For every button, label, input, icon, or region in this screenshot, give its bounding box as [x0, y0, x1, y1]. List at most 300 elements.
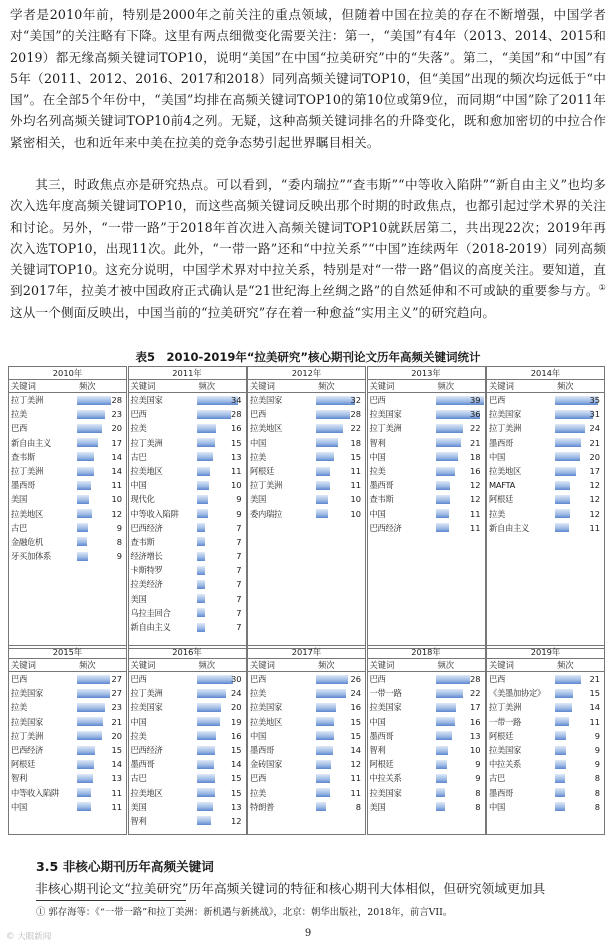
- keyword-row: [248, 478, 365, 492]
- freq-value: 24: [589, 423, 600, 434]
- keyword-row: [487, 800, 604, 814]
- freq-bar: [436, 495, 451, 504]
- freq-bar: [555, 774, 565, 783]
- keyword-cell: 巴西: [489, 674, 505, 684]
- freq-bar: [436, 523, 450, 532]
- freq-bar: [197, 594, 206, 603]
- keyword-row: [9, 421, 126, 435]
- column-header: [368, 380, 485, 393]
- keyword-row: [487, 464, 604, 478]
- keyword-row: [248, 393, 365, 407]
- keyword-row: [9, 672, 126, 686]
- freq-bar: [197, 623, 206, 632]
- keyword-cell: 拉美地区: [130, 787, 163, 798]
- freq-value: 8: [355, 801, 361, 812]
- keyword-row: [487, 757, 604, 771]
- freq-value: 31: [589, 409, 600, 420]
- freq-value: 14: [589, 702, 600, 713]
- freq-value: 12: [469, 494, 481, 505]
- keyword-cell: 美国: [130, 801, 147, 812]
- keyword-row: [487, 492, 604, 506]
- freq-bar: [77, 481, 91, 490]
- keyword-row: [9, 743, 126, 757]
- keyword-cell: 中国: [369, 451, 386, 462]
- freq-value: 10: [230, 480, 242, 491]
- freq-value: 11: [111, 480, 122, 491]
- year-label: 2018年: [368, 646, 485, 659]
- keyword-row: [129, 743, 246, 757]
- keyword-cell: 中等收入陷阱: [130, 508, 179, 519]
- freq-value: 10: [111, 494, 122, 505]
- freq-value: 11: [111, 787, 122, 798]
- keyword-cell: 巴西经济: [130, 744, 163, 755]
- keyword-cell: 中拉关系: [489, 759, 521, 770]
- freq-value: 14: [111, 759, 122, 770]
- keyword-cell: 阿根廷: [250, 465, 274, 476]
- freq-bar: [316, 481, 330, 490]
- freq-value: 17: [469, 702, 481, 713]
- freq-bar: [436, 717, 456, 726]
- keyword-row: [368, 686, 485, 700]
- freq-value: 35: [589, 395, 600, 405]
- freq-bar: [316, 410, 350, 419]
- keyword-row: [487, 507, 604, 521]
- keyword-cell: 拉美地区: [11, 508, 43, 519]
- keyword-row: [9, 786, 126, 800]
- year-block-2012: [247, 366, 366, 649]
- year-block-2018: [367, 645, 486, 835]
- keyword-row: [129, 729, 246, 743]
- freq-value: 15: [230, 773, 242, 784]
- keyword-cell: 现代化: [130, 494, 155, 505]
- freq-value: 11: [589, 522, 600, 533]
- freq-value: 9: [236, 494, 242, 505]
- freq-header: 频次: [79, 660, 96, 670]
- freq-bar: [77, 731, 102, 740]
- keyword-row: [248, 672, 365, 686]
- freq-bar: [197, 410, 231, 419]
- keyword-row: [368, 729, 485, 743]
- keyword-cell: 金融危机: [11, 536, 43, 547]
- keyword-row: [487, 715, 604, 729]
- keyword-row: [368, 421, 485, 435]
- freq-bar: [197, 675, 234, 684]
- keyword-row: [248, 436, 365, 450]
- column-header: [9, 380, 126, 393]
- freq-bar: [77, 410, 105, 419]
- freq-value: 20: [111, 423, 122, 434]
- freq-bar: [436, 481, 451, 490]
- freq-value: 15: [230, 437, 242, 448]
- keyword-row: [9, 393, 126, 407]
- keyword-cell: 智利: [130, 815, 147, 826]
- keyword-cell: 拉美: [369, 465, 386, 476]
- keyword-row: [9, 715, 126, 729]
- keyword-row: [129, 771, 246, 785]
- freq-value: 16: [230, 423, 242, 434]
- keyword-row: [368, 700, 485, 714]
- freq-value: 26: [350, 674, 361, 684]
- keyword-cell: 墨西哥: [11, 480, 35, 491]
- keyword-row: [129, 757, 246, 771]
- freq-bar: [77, 467, 94, 476]
- freq-value: 11: [350, 787, 361, 798]
- keyword-row: [248, 715, 365, 729]
- keyword-cell: 牙买加体系: [11, 551, 51, 562]
- freq-value: 28: [469, 674, 481, 684]
- keyword-cell: 中国: [489, 801, 505, 812]
- keyword-row: [487, 407, 604, 421]
- keyword-row: [129, 393, 246, 407]
- keyword-row: [368, 492, 485, 506]
- body-paragraph-2: [10, 174, 606, 323]
- keyword-cell: 美国: [369, 801, 386, 812]
- keyword-cell: 拉美国家: [369, 787, 402, 798]
- keyword-cell: 拉美: [130, 423, 147, 434]
- freq-bar: [77, 552, 88, 561]
- freq-value: 18: [350, 437, 361, 448]
- freq-value: 11: [589, 716, 600, 727]
- freq-value: 11: [469, 508, 481, 519]
- freq-bar: [316, 731, 334, 740]
- keyword-cell: 拉丁美洲: [130, 437, 163, 448]
- keyword-cell: 巴西经济: [11, 744, 43, 755]
- freq-value: 36: [469, 409, 481, 420]
- keyword-cell: 拉美地区: [489, 465, 521, 476]
- keyword-cell: 古巴: [130, 451, 147, 462]
- freq-value: 21: [589, 437, 600, 448]
- keyword-cell: 墨西哥: [489, 437, 513, 448]
- freq-bar: [555, 802, 565, 811]
- freq-bar: [77, 717, 103, 726]
- freq-value: 9: [594, 744, 600, 755]
- keyword-row: [129, 686, 246, 700]
- freq-value: 21: [469, 437, 481, 448]
- freq-value: 9: [236, 508, 242, 519]
- column-header: [487, 380, 604, 393]
- freq-bar: [555, 424, 585, 433]
- keyword-header: 关键词: [489, 660, 514, 670]
- keyword-row: [129, 535, 246, 549]
- freq-bar: [436, 703, 457, 712]
- keyword-cell: 新自由主义: [130, 622, 171, 632]
- freq-bar: [436, 509, 450, 518]
- freq-bar: [197, 802, 213, 811]
- keyword-cell: 拉丁美洲: [11, 395, 43, 405]
- freq-bar: [555, 438, 581, 447]
- freq-value: 16: [469, 716, 481, 727]
- keyword-row: [9, 436, 126, 450]
- keyword-cell: 巴西: [489, 395, 505, 405]
- keyword-cell: 巴西: [250, 674, 266, 684]
- keyword-row: [248, 786, 365, 800]
- freq-value: 15: [350, 730, 361, 741]
- keyword-row: [129, 478, 246, 492]
- keyword-cell: 中国: [130, 716, 147, 727]
- freq-header: 频次: [557, 381, 574, 391]
- keyword-cell: 卡斯特罗: [130, 565, 163, 576]
- freq-bar: [316, 774, 330, 783]
- freq-bar: [77, 537, 87, 546]
- keyword-row: [487, 521, 604, 535]
- freq-value: 8: [594, 801, 600, 812]
- year-block-2010: [8, 366, 127, 649]
- keyword-row: [248, 729, 365, 743]
- freq-value: 16: [230, 730, 242, 741]
- keyword-cell: 新自由主义: [489, 522, 529, 533]
- freq-bar: [316, 495, 328, 504]
- freq-bar: [436, 731, 452, 740]
- freq-header: 频次: [198, 381, 216, 391]
- freq-value: 16: [350, 702, 361, 713]
- footnote: ① 郭存海等：《“一带一路”和拉丁美洲：新机遇与新挑战》，北京：朝华出版社，2018年，前言VII。: [36, 907, 453, 918]
- freq-bar: [555, 788, 565, 797]
- keyword-cell: 墨西哥: [489, 787, 513, 798]
- freq-bar: [555, 410, 593, 419]
- keyword-cell: MAFTA: [489, 480, 516, 491]
- freq-value: 9: [116, 551, 122, 562]
- freq-value: 8: [116, 536, 122, 547]
- column-header: [368, 659, 485, 672]
- keyword-row: [248, 421, 365, 435]
- freq-bar: [436, 438, 462, 447]
- freq-value: 12: [230, 815, 242, 826]
- freq-bar: [77, 746, 95, 755]
- keyword-row: [9, 521, 126, 535]
- keyword-row: [487, 771, 604, 785]
- keyword-cell: 巴西经济: [130, 522, 163, 533]
- keyword-cell: 一带一路: [489, 716, 521, 727]
- keyword-row: [129, 492, 246, 506]
- freq-bar: [436, 774, 447, 783]
- freq-bar: [197, 580, 206, 589]
- freq-bar: [555, 523, 569, 532]
- year-label: 2017年: [248, 646, 365, 659]
- keyword-row: [248, 507, 365, 521]
- keyword-row: [9, 700, 126, 714]
- keyword-cell: 查韦斯: [11, 451, 35, 462]
- column-header: [9, 659, 126, 672]
- freq-bar: [77, 438, 98, 447]
- freq-bar: [197, 746, 215, 755]
- year-block-2016: [128, 645, 247, 835]
- freq-value: 18: [469, 451, 481, 462]
- keyword-cell: 古巴: [130, 773, 147, 784]
- freq-bar: [316, 467, 330, 476]
- keyword-cell: 拉丁美洲: [130, 688, 163, 699]
- keyword-cell: 拉美: [11, 702, 27, 713]
- keyword-cell: 智利: [369, 744, 386, 755]
- freq-bar: [316, 802, 326, 811]
- freq-bar: [436, 760, 447, 769]
- freq-bar: [197, 438, 215, 447]
- keyword-cell: 巴西: [250, 409, 266, 420]
- freq-value: 19: [230, 716, 242, 727]
- keyword-cell: 阿根廷: [11, 759, 35, 770]
- freq-bar: [77, 788, 91, 797]
- keyword-cell: 美国: [130, 593, 147, 604]
- freq-value: 9: [594, 730, 600, 741]
- keyword-cell: 《美墨加协定》: [489, 688, 545, 699]
- keyword-cell: 中国: [369, 716, 386, 727]
- freq-bar: [197, 566, 206, 575]
- freq-value: 27: [111, 674, 122, 684]
- keyword-row: [129, 606, 246, 620]
- keyword-cell: 美国: [11, 494, 27, 505]
- keyword-row: [368, 507, 485, 521]
- keyword-cell: 特朗普: [250, 801, 274, 812]
- keyword-row: [368, 786, 485, 800]
- freq-bar: [197, 689, 227, 698]
- keyword-cell: 中国: [369, 508, 386, 519]
- keyword-row: [129, 507, 246, 521]
- keyword-row: [129, 715, 246, 729]
- keyword-row: [9, 535, 126, 549]
- keyword-row: [487, 672, 604, 686]
- freq-value: 13: [111, 773, 122, 784]
- keyword-cell: 中国: [250, 437, 266, 448]
- freq-bar: [197, 552, 206, 561]
- keyword-header: 关键词: [130, 381, 156, 391]
- keyword-cell: 中等收入陷阱: [11, 787, 59, 798]
- keyword-cell: 中国: [130, 480, 147, 491]
- freq-value: 7: [236, 593, 242, 604]
- keyword-cell: 拉美国家: [250, 395, 282, 405]
- keyword-row: [9, 407, 126, 421]
- keyword-cell: 巴西: [130, 409, 147, 420]
- freq-value: 15: [350, 716, 361, 727]
- keyword-cell: 拉美: [250, 451, 266, 462]
- freq-bar: [316, 438, 338, 447]
- freq-bar: [77, 774, 93, 783]
- freq-value: 21: [111, 716, 122, 727]
- freq-bar: [197, 816, 212, 825]
- freq-value: 7: [236, 522, 242, 533]
- freq-header: 频次: [318, 660, 335, 670]
- keyword-row: [129, 549, 246, 563]
- freq-bar: [77, 802, 91, 811]
- keyword-header: 关键词: [11, 381, 36, 391]
- keyword-row: [248, 771, 365, 785]
- freq-value: 28: [111, 395, 122, 405]
- keyword-row: [129, 814, 246, 828]
- keyword-cell: 经济增长: [130, 551, 163, 562]
- keyword-row: [368, 393, 485, 407]
- freq-value: 11: [350, 773, 361, 784]
- freq-value: 20: [111, 730, 122, 741]
- keyword-cell: 中国: [11, 801, 27, 812]
- keyword-row: [129, 436, 246, 450]
- freq-bar: [77, 703, 105, 712]
- keyword-row: [9, 478, 126, 492]
- freq-bar: [77, 523, 88, 532]
- freq-bar: [555, 731, 566, 740]
- column-header: [248, 380, 365, 393]
- keyword-header: 关键词: [369, 381, 395, 391]
- footnote-marker: ①: [598, 283, 606, 293]
- freq-bar: [555, 746, 566, 755]
- freq-value: 7: [236, 607, 242, 618]
- keyword-row: [9, 507, 126, 521]
- keyword-cell: 查韦斯: [130, 536, 155, 547]
- freq-bar: [555, 467, 576, 476]
- year-block-2017: [247, 645, 366, 835]
- keyword-row: [129, 577, 246, 591]
- freq-value: 9: [475, 759, 481, 770]
- freq-bar: [316, 746, 333, 755]
- freq-bar: [316, 689, 346, 698]
- freq-bar: [197, 424, 217, 433]
- keyword-cell: 墨西哥: [369, 480, 394, 491]
- keyword-cell: 中国: [489, 451, 505, 462]
- column-header: [129, 659, 246, 672]
- freq-value: 32: [350, 395, 361, 405]
- freq-value: 12: [111, 508, 122, 519]
- freq-value: 20: [589, 451, 600, 462]
- keyword-cell: 拉丁美洲: [489, 423, 521, 434]
- keyword-cell: 拉美: [250, 787, 266, 798]
- year-label: 2010年: [9, 367, 126, 380]
- freq-value: 11: [469, 522, 481, 533]
- paragraph-2-text: 其三，时政焦点亦是研究热点。可以看到，“委内瑞拉”“查韦斯”“中等收入陷阱”“新自由主义”也均多次入选年度高频关键词TOP10，而这些高频关键词反映出那个时期的时政焦点，也都引起过学术界的关注和讨论。另外，“一带一路”于2018年首次进入高频关键词TOP10就跃居第二，共出现22次；2019年再次入选TOP10，出现11次。此外，“一带一路”还和“中拉关系”“中国”连续两年（2018-2019）同列高频关键词TOP10。这充分说明，中国学术界对中拉关系，特别是对“一带一路”倡议的高度关注。要知道，直到2017年，拉美才被中国政府正式确认是“21世纪海上丝绸之路”的自然延伸和不可或缺的重要参与方。: [10, 177, 606, 299]
- freq-bar: [77, 689, 110, 698]
- year-label: 2012年: [248, 367, 365, 380]
- freq-value: 17: [111, 437, 122, 448]
- keyword-cell: 拉美国家: [369, 409, 402, 420]
- freq-value: 11: [350, 480, 361, 491]
- freq-bar: [77, 396, 111, 405]
- freq-value: 24: [350, 688, 361, 699]
- keyword-cell: 中拉关系: [369, 773, 402, 784]
- keyword-cell: 巴西: [11, 423, 27, 434]
- keyword-cell: 古巴: [489, 773, 505, 784]
- freq-bar: [197, 788, 215, 797]
- freq-value: 15: [111, 744, 122, 755]
- keyword-row: [368, 450, 485, 464]
- freq-bar: [555, 717, 569, 726]
- keyword-cell: 拉美: [489, 508, 505, 519]
- keyword-cell: 拉美国家: [369, 702, 402, 713]
- keyword-row: [129, 464, 246, 478]
- freq-value: 8: [594, 773, 600, 784]
- keyword-row: [368, 436, 485, 450]
- keyword-row: [487, 450, 604, 464]
- keyword-cell: 巴西: [250, 773, 266, 784]
- section-heading: 3.5 非核心期刊历年高频关键词: [36, 859, 214, 874]
- keyword-cell: 拉美经济: [130, 579, 163, 590]
- freq-value: 14: [111, 451, 122, 462]
- keyword-row: [9, 492, 126, 506]
- keyword-header: 关键词: [250, 660, 275, 670]
- freq-header: 频次: [198, 660, 216, 670]
- freq-value: 13: [469, 730, 481, 741]
- year-block-2015: [8, 645, 127, 835]
- keyword-row: [368, 743, 485, 757]
- keyword-cell: 拉美国家: [130, 702, 163, 713]
- year-block-2014: [486, 366, 605, 649]
- keyword-row: [129, 700, 246, 714]
- keyword-row: [129, 672, 246, 686]
- column-header: [129, 380, 246, 393]
- keyword-row: [368, 407, 485, 421]
- keyword-cell: 拉美地区: [130, 465, 163, 476]
- freq-value: 28: [230, 409, 242, 420]
- freq-bar: [197, 731, 217, 740]
- freq-header: 频次: [437, 381, 455, 391]
- freq-value: 13: [230, 451, 242, 462]
- keyword-cell: 古巴: [11, 522, 27, 533]
- freq-value: 11: [230, 465, 242, 476]
